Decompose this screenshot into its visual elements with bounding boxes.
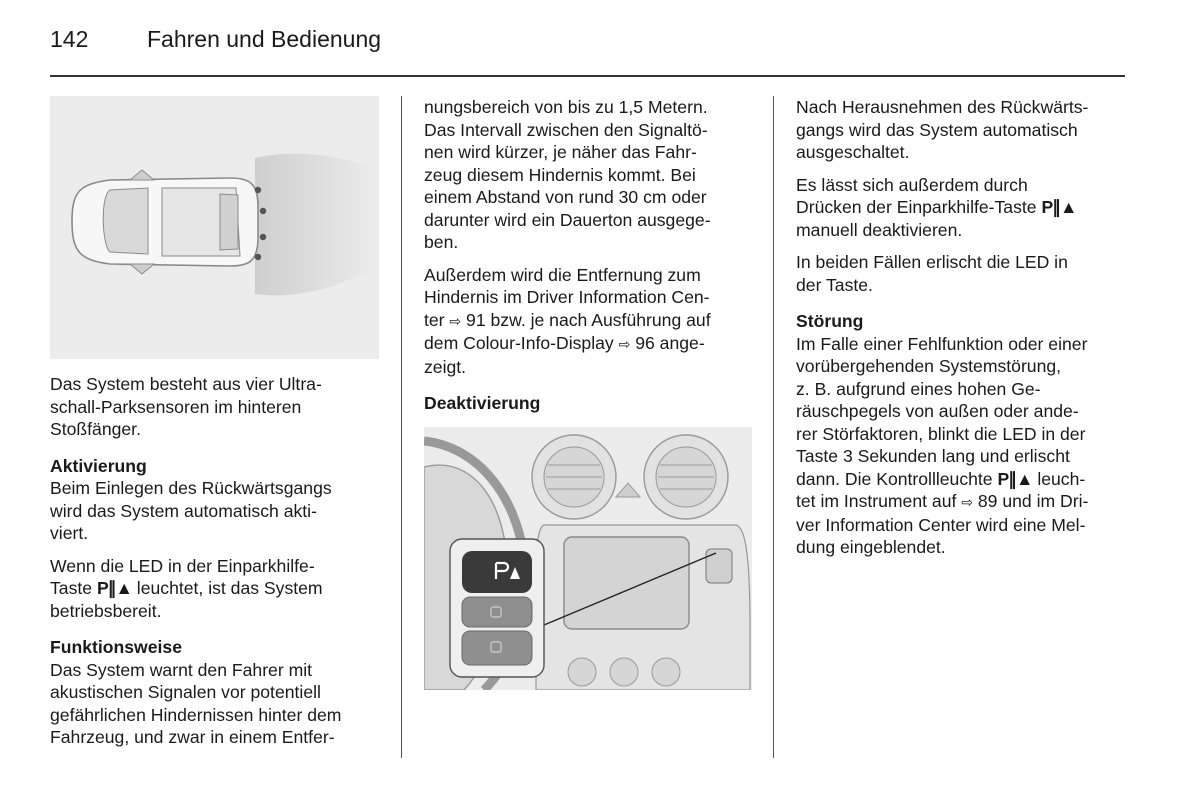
page-number: 142	[50, 26, 89, 52]
park-assist-symbol-icon: P∥▲	[96, 578, 132, 598]
column-divider	[401, 96, 402, 758]
dashboard-button-illustration	[424, 427, 752, 690]
infotainment-screen-icon	[564, 537, 689, 629]
deaktivierung-paragraph-2: Es lässt sich außerdem durch Drücken der Einparkhilfe-Taste P∥▲ manuell deaktivieren.	[796, 174, 1077, 240]
hazard-button-icon	[616, 483, 640, 497]
sensor-icon	[260, 234, 266, 240]
column-1	[50, 96, 380, 759]
air-vent-icon	[644, 435, 728, 519]
button-callout	[450, 539, 544, 677]
car-top-view-icon	[72, 170, 258, 274]
funktion-paragraph: Das System warnt den Fahrer mit akustischen Signalen vor potentiell gefährlichen Hindernissen hinter dem Fahrzeug, und zwar in einem Entfer-	[50, 659, 342, 747]
park-assist-symbol-icon: P∥▲	[1041, 197, 1077, 217]
air-vent-icon	[532, 435, 616, 519]
sensor-icon	[260, 208, 266, 214]
intro-paragraph: Das System besteht aus vier Ultra- schall-Parksensoren im hinteren Stoßfänger.	[50, 374, 322, 439]
sensor-icon	[255, 254, 261, 260]
aktivierung-paragraph-2: Wenn die LED in der Einparkhilfe- Taste P∥▲ leuchtet, ist das System betriebsbereit.	[50, 555, 323, 621]
page-reference-arrow-icon: ⇨	[961, 494, 973, 510]
aktivierung-paragraph-1: Beim Einlegen des Rückwärtsgangs wird das System automatisch akti- viert.	[50, 478, 332, 543]
car-sensor-illustration	[50, 96, 379, 359]
heading-stoerung: Störung	[796, 311, 864, 331]
heading-funktionsweise: Funktionsweise	[50, 637, 182, 657]
page-reference-arrow-icon: ⇨	[449, 312, 462, 329]
deaktivierung-paragraph-1: Nach Herausnehmen des Rückwärts- gangs wird das System automatisch ausgeschaltet.	[796, 97, 1089, 162]
page-reference-arrow-icon: ⇨	[618, 336, 631, 352]
park-assist-button-icon	[706, 549, 732, 583]
header-rule	[50, 75, 1125, 77]
deaktivierung-paragraph-3: In beiden Fällen erlischt die LED in der Taste.	[796, 252, 1068, 295]
display-paragraph: Außerdem wird die Entfernung zum Hindernis im Driver Information Cen- ter ⇨ 91 bzw. je nach Ausführung auf dem Colour-Info-Display ⇨ 96 ange- zeigt.	[424, 264, 711, 377]
heading-deaktivierung: Deaktivierung	[424, 393, 541, 413]
heading-aktivierung: Aktivierung	[50, 455, 147, 476]
stoerung-paragraph: Im Falle einer Fehlfunktion oder einer vorübergehenden Systemstörung, z. B. aufgrund eines hohen Ge- räuschpegels von außen oder ande- rer Störfaktoren, blinkt die LED in der Taste 3 Sekunden lang und erlischt dann. Die Kontrollleuchte P∥▲ leuch- tet im Instrument auf ⇨ 89 und im Dri- ver Information Center wird eine Mel- dung eingeblendet.	[796, 333, 1089, 557]
continued-paragraph: nungsbereich von bis zu 1,5 Metern. Das Intervall zwischen den Signaltö- nen wird kürzer, je näher das Fahr- zeug diesem Hindernis kommt. Bei einem Abstand von rund 30 cm oder darunter wird ein Dauerton ausgege- ben.	[424, 97, 711, 252]
page-title: Fahren und Bedienung	[147, 26, 382, 52]
column-divider	[773, 96, 774, 758]
column-2	[424, 96, 754, 690]
park-assist-symbol-icon: P∥▲	[997, 468, 1033, 489]
column-3	[796, 96, 1126, 569]
sensor-icon	[255, 187, 261, 193]
